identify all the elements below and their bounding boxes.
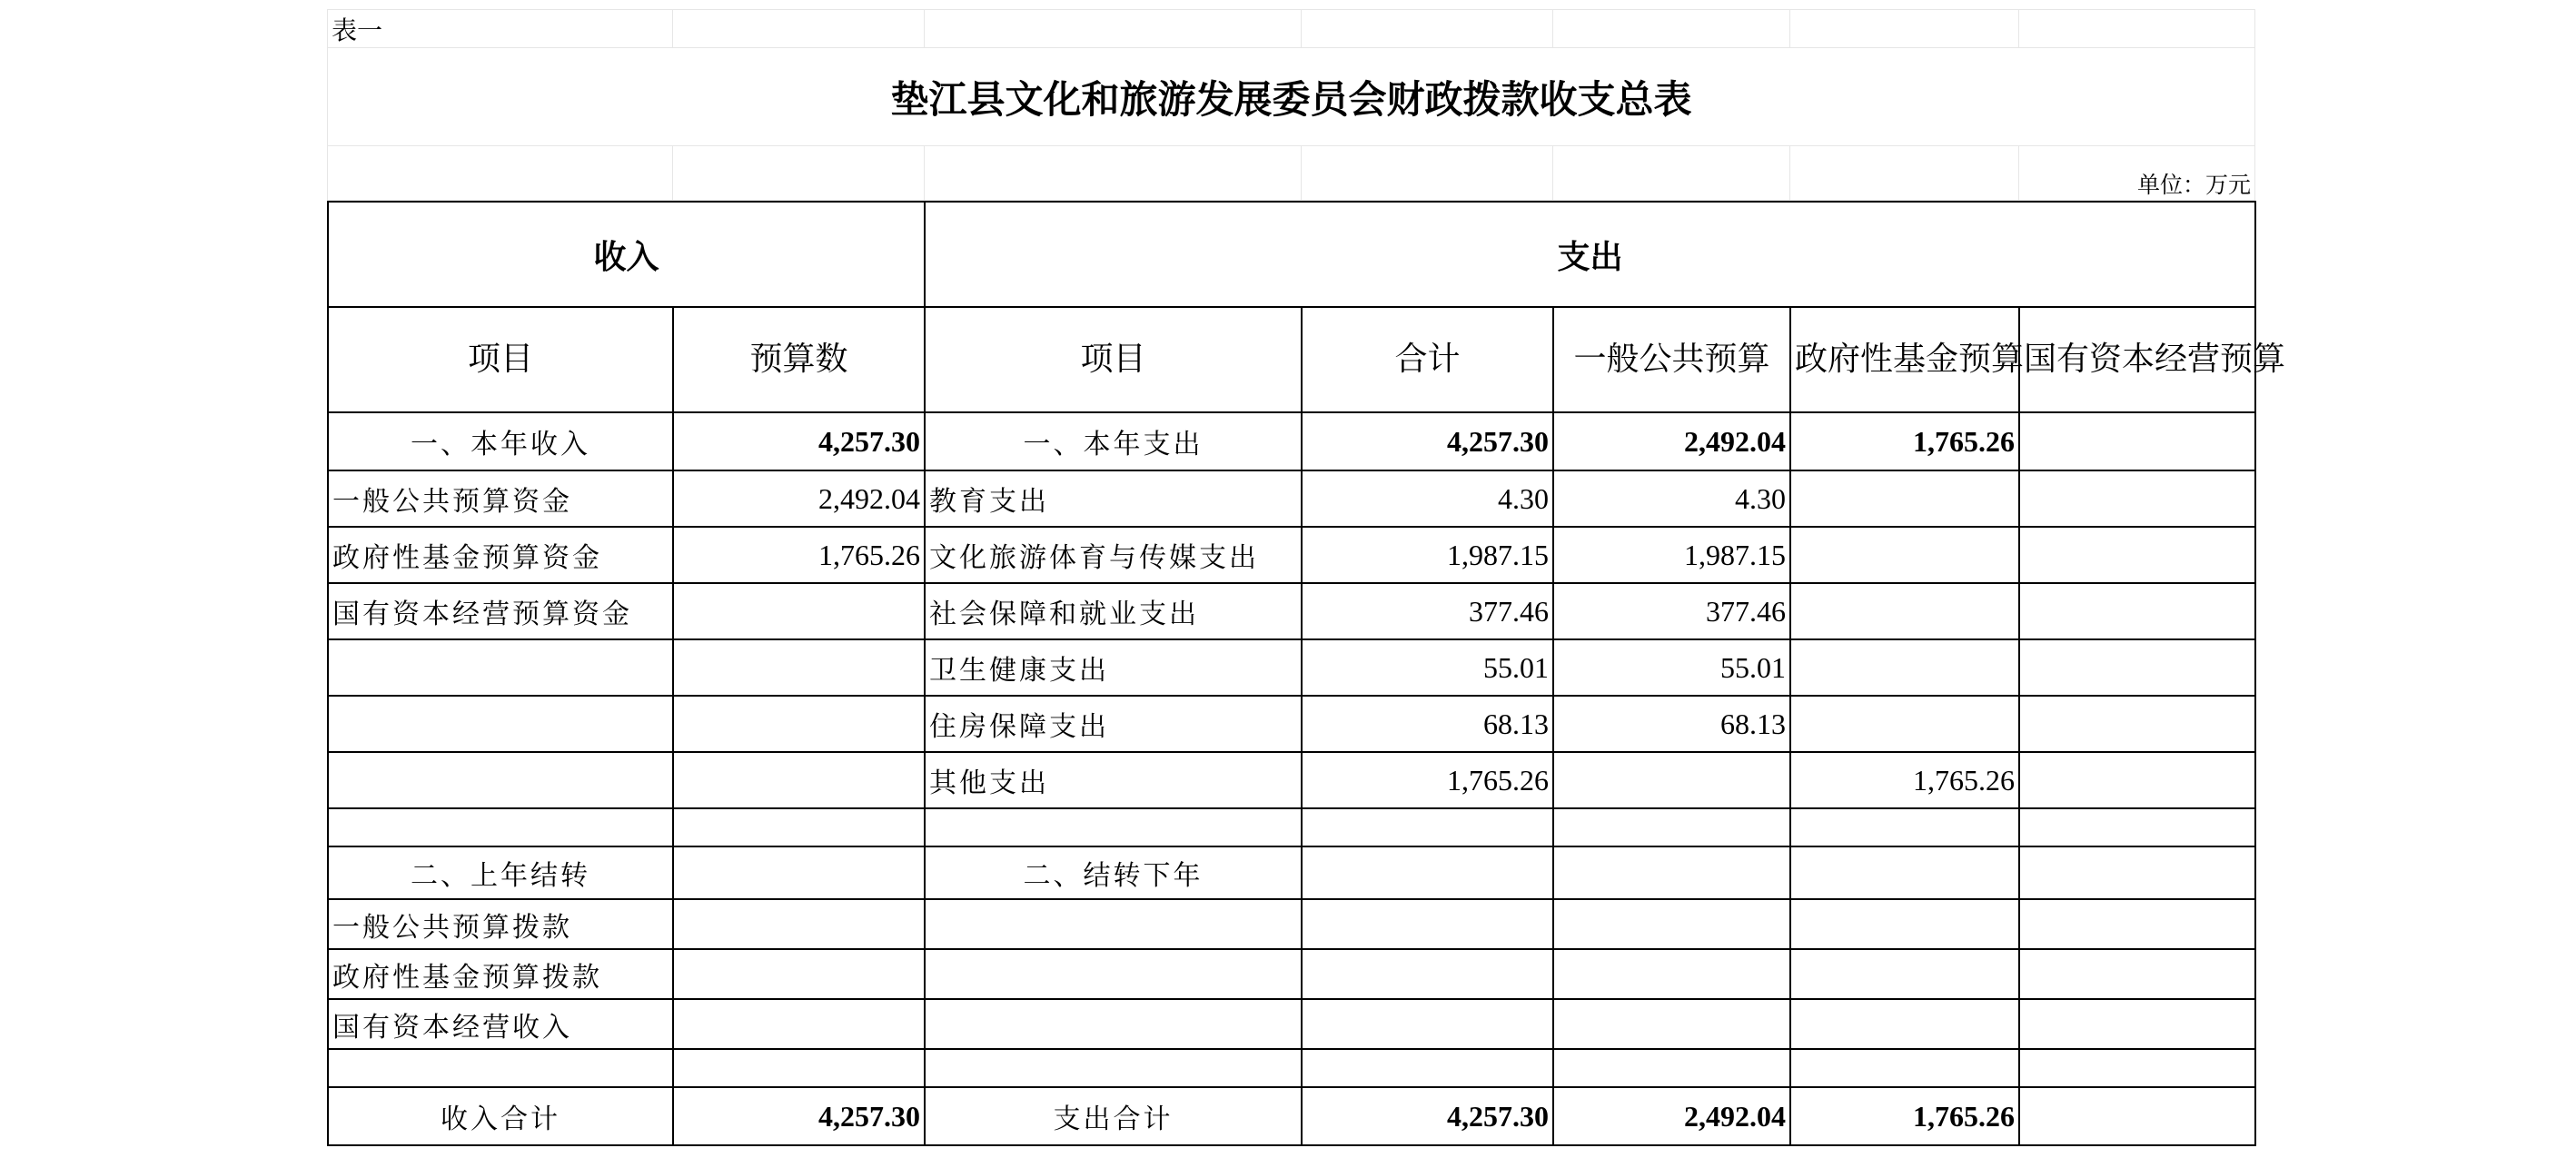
cell-income-item: [328, 696, 673, 752]
cell-expense-item: 教育支出: [925, 470, 1302, 527]
cell-income-value: 4,257.30: [673, 412, 925, 470]
cell-income-value: [673, 639, 925, 696]
cell-income-item: 一般公共预算拨款: [328, 899, 673, 949]
cell-income-value: [673, 1049, 925, 1087]
cell-state-capital-budget: [2019, 1049, 2255, 1087]
cell-expense-item: [925, 999, 1302, 1049]
cell-gov-fund-budget: 1,765.26: [1790, 412, 2019, 470]
cell-total: 4,257.30: [1302, 1087, 1553, 1145]
col-gov-fund-budget: 政府性基金预算: [1790, 307, 2019, 412]
unit-label: 单位：万元: [2019, 146, 2255, 201]
cell-income-item: [328, 752, 673, 808]
expense-header: 支出: [925, 202, 2255, 307]
cell-total: 1,765.26: [1302, 752, 1553, 808]
cell-income-item: 二、上年结转: [328, 846, 673, 899]
cell-state-capital-budget: [2019, 949, 2255, 999]
cell-general-budget: 68.13: [1553, 696, 1790, 752]
cell-general-budget: 4.30: [1553, 470, 1790, 527]
cell-general-budget: 2,492.04: [1553, 1087, 1790, 1145]
cell-total: 4.30: [1302, 470, 1553, 527]
cell-gov-fund-budget: [1790, 999, 2019, 1049]
col-state-capital-budget: 国有资本经营预算: [2019, 307, 2255, 412]
cell-income-item: 国有资本经营预算资金: [328, 583, 673, 639]
cell-state-capital-budget: [2019, 583, 2255, 639]
table-row: [328, 527, 2255, 583]
cell-income-item: 政府性基金预算资金: [328, 527, 673, 583]
table-row: [328, 808, 2255, 846]
cell-gov-fund-budget: [1790, 949, 2019, 999]
cell-state-capital-budget: [2019, 527, 2255, 583]
cell-income-item: [328, 639, 673, 696]
cell-general-budget: [1553, 1049, 1790, 1087]
cell-income-value: [673, 999, 925, 1049]
cell-general-budget: 377.46: [1553, 583, 1790, 639]
cell-general-budget: 1,987.15: [1553, 527, 1790, 583]
cell-income-value: [673, 752, 925, 808]
header-row-group: [328, 202, 2255, 307]
cell-total: [1302, 899, 1553, 949]
cell-income-item: [328, 1049, 673, 1087]
cell-expense-item: [925, 949, 1302, 999]
cell-income-value: [673, 846, 925, 899]
cell-gov-fund-budget: [1790, 846, 2019, 899]
cell-total: [1302, 949, 1553, 999]
cell-total: 4,257.30: [1302, 412, 1553, 470]
page-title: 垫江县文化和旅游发展委员会财政拨款收支总表: [328, 48, 2255, 146]
income-header: 收入: [328, 202, 925, 307]
table-row: [328, 899, 2255, 949]
cell-state-capital-budget: [2019, 808, 2255, 846]
cell-gov-fund-budget: [1790, 527, 2019, 583]
cell-expense-item: [925, 899, 1302, 949]
cell-expense-item: 一、本年支出: [925, 412, 1302, 470]
cell-expense-item: 支出合计: [925, 1087, 1302, 1145]
cell-general-budget: [1553, 899, 1790, 949]
cell-gov-fund-budget: [1790, 696, 2019, 752]
cell-state-capital-budget: [2019, 696, 2255, 752]
cell-income-value: 4,257.30: [673, 1087, 925, 1145]
cell-general-budget: [1553, 949, 1790, 999]
table-row: [328, 583, 2255, 639]
cell-income-item: 政府性基金预算拨款: [328, 949, 673, 999]
cell-gov-fund-budget: [1790, 899, 2019, 949]
cell-total: [1302, 999, 1553, 1049]
table-row: [328, 696, 2255, 752]
cell-gov-fund-budget: [1790, 1049, 2019, 1087]
cell-total: [1302, 846, 1553, 899]
cell-income-value: 2,492.04: [673, 470, 925, 527]
cell-general-budget: 55.01: [1553, 639, 1790, 696]
table-row: [328, 999, 2255, 1049]
table-row: [328, 752, 2255, 808]
cell-general-budget: [1553, 808, 1790, 846]
cell-expense-item: 卫生健康支出: [925, 639, 1302, 696]
cell-gov-fund-budget: [1790, 639, 2019, 696]
cell-expense-item: 其他支出: [925, 752, 1302, 808]
cell-income-item: 一般公共预算资金: [328, 470, 673, 527]
header-row-columns: [328, 307, 2255, 412]
cell-state-capital-budget: [2019, 1087, 2255, 1145]
table-row: [328, 1049, 2255, 1087]
cell-total: 55.01: [1302, 639, 1553, 696]
cell-state-capital-budget: [2019, 752, 2255, 808]
table-row: [328, 639, 2255, 696]
cell-gov-fund-budget: [1790, 583, 2019, 639]
col-general-budget: 一般公共预算: [1553, 307, 1790, 412]
cell-expense-item: 二、结转下年: [925, 846, 1302, 899]
cell-gov-fund-budget: 1,765.26: [1790, 1087, 2019, 1145]
cell-general-budget: [1553, 846, 1790, 899]
table-row: [328, 949, 2255, 999]
cell-income-value: [673, 949, 925, 999]
cell-expense-item: 住房保障支出: [925, 696, 1302, 752]
cell-general-budget: 2,492.04: [1553, 412, 1790, 470]
cell-total: 1,987.15: [1302, 527, 1553, 583]
cell-expense-item: [925, 1049, 1302, 1087]
table-row: [328, 846, 2255, 899]
cell-income-item: 一、本年收入: [328, 412, 673, 470]
cell-gov-fund-budget: [1790, 808, 2019, 846]
cell-income-value: [673, 583, 925, 639]
cell-general-budget: [1553, 999, 1790, 1049]
table-row: [328, 470, 2255, 527]
cell-state-capital-budget: [2019, 470, 2255, 527]
table-row: [328, 1087, 2255, 1145]
cell-state-capital-budget: [2019, 999, 2255, 1049]
cell-total: [1302, 808, 1553, 846]
cell-total: 377.46: [1302, 583, 1553, 639]
cell-general-budget: [1553, 752, 1790, 808]
cell-state-capital-budget: [2019, 899, 2255, 949]
budget-sheet: [327, 9, 2286, 1149]
cell-expense-item: 文化旅游体育与传媒支出: [925, 527, 1302, 583]
cell-income-value: [673, 808, 925, 846]
cell-state-capital-budget: [2019, 639, 2255, 696]
cell-income-item: 收入合计: [328, 1087, 673, 1145]
cell-total: [1302, 1049, 1553, 1087]
sheet-header-grid: [327, 9, 2255, 201]
cell-gov-fund-budget: [1790, 470, 2019, 527]
cell-state-capital-budget: [2019, 412, 2255, 470]
cell-state-capital-budget: [2019, 846, 2255, 899]
cell-income-value: [673, 696, 925, 752]
cell-gov-fund-budget: 1,765.26: [1790, 752, 2019, 808]
table-label: 表一: [328, 10, 673, 48]
finance-table: [327, 201, 2286, 1146]
cell-total: 68.13: [1302, 696, 1553, 752]
col-total: 合计: [1302, 307, 1553, 412]
table-row: [328, 412, 2255, 470]
cell-income-value: [673, 899, 925, 949]
col-expense-item: 项目: [925, 307, 1302, 412]
cell-expense-item: [925, 808, 1302, 846]
cell-income-value: 1,765.26: [673, 527, 925, 583]
cell-income-item: 国有资本经营收入: [328, 999, 673, 1049]
cell-expense-item: 社会保障和就业支出: [925, 583, 1302, 639]
col-income-budget: 预算数: [673, 307, 925, 412]
cell-income-item: [328, 808, 673, 846]
col-income-item: 项目: [328, 307, 673, 412]
